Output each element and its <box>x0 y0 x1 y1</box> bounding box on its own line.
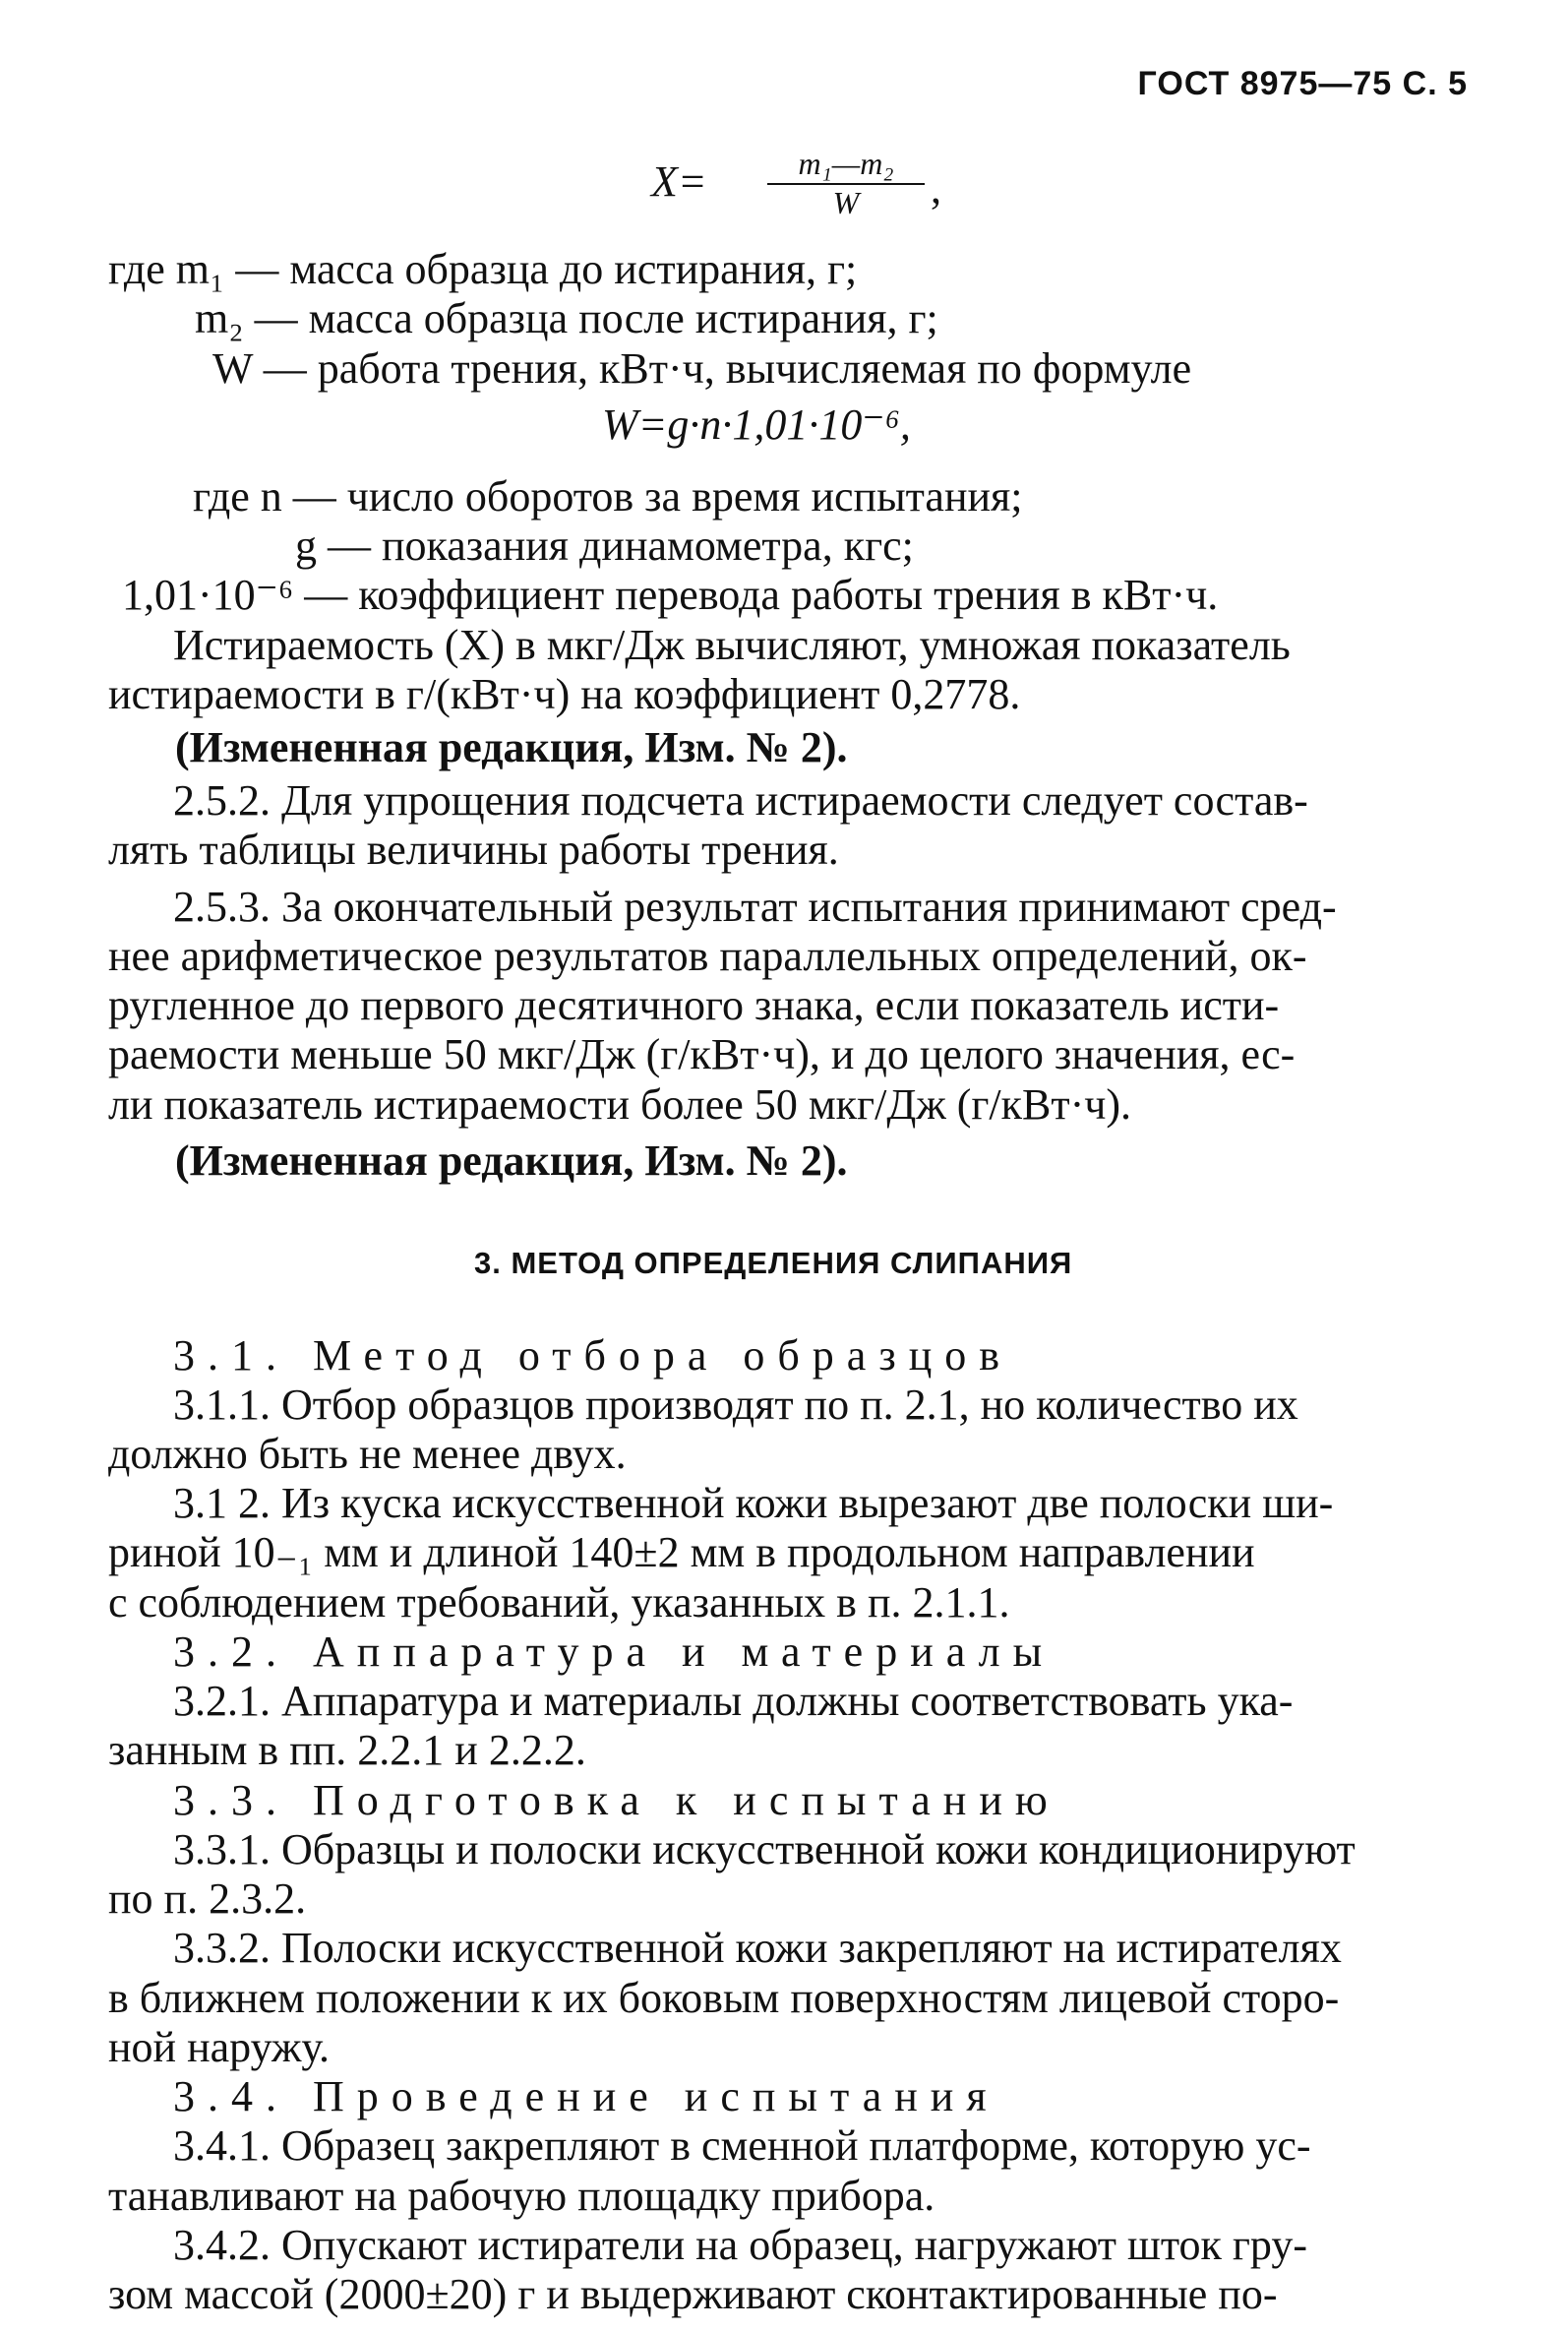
p-2-5-2-line1: 2.5.2. Для упрощения подсчета истираемости следует состав- <box>173 775 1308 825</box>
para-abrasion-line1: Истираемость (X) в мкг/Дж вычисляют, умножая показатель <box>173 620 1291 669</box>
p-3-4-1-line1: 3.4.1. Образец закрепляют в сменной платформе, которую ус- <box>173 2121 1311 2171</box>
p-3-4-2-line1: 3.4.2. Опускают истиратели на образец, нагружают шток гру- <box>173 2220 1308 2269</box>
formula-fraction <box>767 142 925 220</box>
amendment-note-2: (Измененная редакция, Изм. № 2). <box>175 1136 848 1186</box>
formula-work: W=g·n·1,01·10⁻⁶, <box>602 400 911 450</box>
heading-3-3: 3.3. Подготовка к испытанию <box>173 1775 1060 1824</box>
p-3-1-1-line1: 3.1.1. Отбор образцов производят по п. 2.1, но количество их <box>173 1380 1298 1429</box>
amendment-note-1: (Измененная редакция, Изм. № 2). <box>175 722 848 771</box>
page-header-ref: ГОСТ 8975—75 С. 5 <box>1137 65 1468 102</box>
p-3-1-2-line1: 3.1 2. Из куска искусственной кожи вырезают две полоски ши- <box>173 1479 1334 1528</box>
p-3-2-1-line2: занным в пп. 2.2.1 и 2.2.2. <box>108 1726 586 1775</box>
heading-3-1: 3.1. Метод отбора образцов <box>173 1330 1013 1380</box>
formula-lhs: X= <box>651 156 707 206</box>
p-3-1-2-line2: риной 10₋₁ мм и длиной 140±2 мм в продольном направлении <box>108 1528 1255 1577</box>
p-3-3-2-line2: в ближнем положении к их боковым поверхностям лицевой сторо- <box>108 1973 1340 2022</box>
p-3-3-2-line1: 3.3.2. Полоски искусственной кожи закрепляют на истирателях <box>173 1924 1342 1973</box>
p-2-5-3-line3: ругленное до первого десятичного знака, если показатель исти- <box>108 981 1280 1030</box>
p-3-1-2-line3: с соблюдением требований, указанных в п. 2.1.1. <box>108 1577 1010 1626</box>
heading-3-2: 3.2. Аппаратура и материалы <box>173 1626 1055 1676</box>
p-3-2-1-line1: 3.2.1. Аппаратура и материалы должны соответствовать ука- <box>173 1677 1294 1726</box>
def-n: где n — число оборотов за время испытания; <box>193 471 1023 521</box>
p-2-5-3-line1: 2.5.3. За окончательный результат испытания принимают сред- <box>173 882 1337 931</box>
def-w: W — работа трения, кВт·ч, вычисляемая по формуле <box>212 343 1192 393</box>
p-2-5-3-line2: нее арифметическое результатов параллельных определений, ок- <box>108 931 1307 980</box>
p-3-3-2-line3: ной наружу. <box>108 2022 331 2071</box>
heading-3-4: 3.4. Проведение испытания <box>173 2072 999 2121</box>
formula-trail: , <box>931 164 941 214</box>
p-3-3-1-line2: по п. 2.3.2. <box>108 1874 307 1924</box>
p-2-5-2-line2: лять таблицы величины работы трения. <box>108 826 839 874</box>
def-m1: где m₁ — масса образца до истирания, г; <box>108 245 858 294</box>
def-m2: m₂ — масса образца после истирания, г; <box>195 294 938 343</box>
formula-denominator: W <box>832 185 860 221</box>
def-coef: 1,01·10⁻⁶ — коэффициент перевода работы трения в кВт·ч. <box>122 571 1219 620</box>
def-g: g — показания динамометра, кгс; <box>295 522 914 571</box>
p-3-4-2-line2: зом массой (2000±20) г и выдерживают сконтактированные по- <box>108 2270 1278 2318</box>
formula-numerator: m₁—m₂ <box>798 146 894 182</box>
para-abrasion-line2: истираемости в г/(кВт·ч) на коэффициент 0,2778. <box>108 669 1021 718</box>
p-3-1-1-line2: должно быть не менее двух. <box>108 1429 627 1478</box>
p-3-3-1-line1: 3.3.1. Образцы и полоски искусственной кожи кондиционируют <box>173 1824 1356 1873</box>
section-3-title: 3. МЕТОД ОПРЕДЕЛЕНИЯ СЛИПАНИЯ <box>474 1246 1073 1281</box>
p-2-5-3-line5: ли показатель истираемости более 50 мкг/Дж (г/кВт·ч). <box>108 1079 1132 1129</box>
p-3-4-1-line2: танавливают на рабочую площадку прибора. <box>108 2171 935 2220</box>
p-2-5-3-line4: раемости меньше 50 мкг/Дж (г/кВт·ч), и до целого значения, ес- <box>108 1030 1296 1079</box>
